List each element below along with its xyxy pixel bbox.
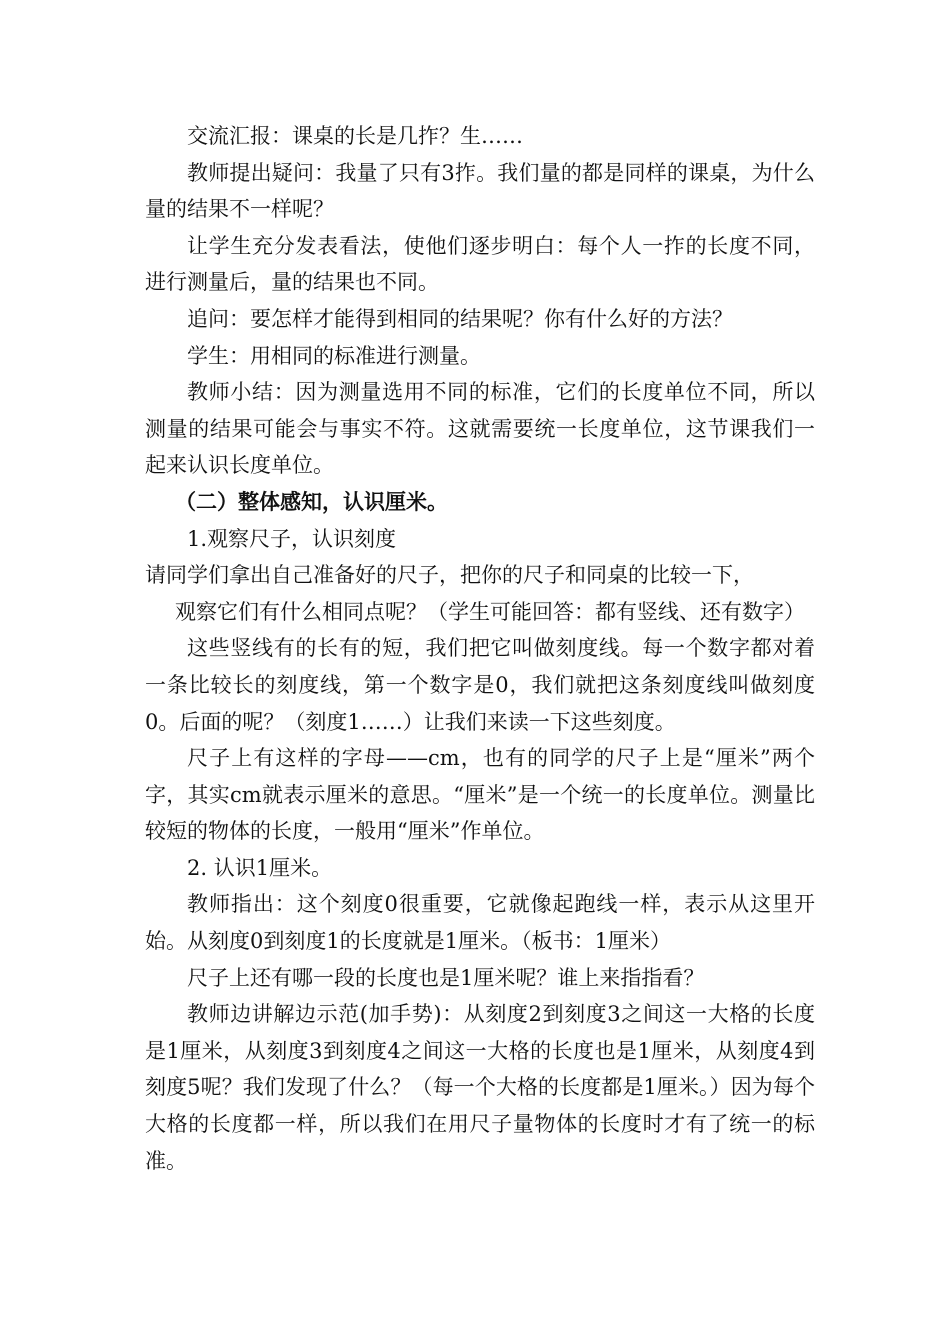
- paragraph-report: 交流汇报：课桌的长是几拃？生……: [187, 124, 523, 148]
- paragraph-demonstration: 教师边讲解边示范(加手势)：从刻度2到刻度3之间这一大格的长度是1厘米，从刻度3到刻度4之间这一大格的长度也是1厘米，从刻度4到刻度5呢？我们发现了什么？（每一个大格的长度都是1厘米。）因为每个大格的长度都一样，所以我们在用尺子量物体的长度时才有了统一的标准。: [145, 1002, 815, 1173]
- paragraph-zero-start: 教师指出：这个刻度0很重要，它就像起跑线一样，表示从这里开始。从刻度0到刻度1的长度就是1厘米。（板书：1厘米）: [145, 892, 815, 954]
- paragraph-teacher-summary: 教师小结：因为测量选用不同的标准，它们的长度单位不同，所以测量的结果可能会与事实不符。这就需要统一长度单位，这节课我们一起来认识长度单位。: [145, 380, 815, 478]
- paragraph-scale-lines: 这些竖线有的长有的短，我们把它叫做刻度线。每一个数字都对着一条比较长的刻度线，第一个数字是0，我们就把这条刻度线叫做刻度0。后面的呢？（刻度1……）让我们来读一下这些刻度。: [145, 636, 815, 734]
- section-heading: （二）整体感知，认识厘米。: [175, 488, 448, 514]
- paragraph-teacher-question: 教师提出疑问：我量了只有3拃。我们量的都是同样的课桌，为什么量的结果不一样呢？: [145, 160, 815, 222]
- paragraph-compare-rulers: 请同学们拿出自己准备好的尺子，把你的尺子和同桌的比较一下，: [145, 563, 754, 588]
- paragraph-common-features: 观察它们有什么相同点呢？（学生可能回答：都有竖线、还有数字）: [175, 599, 805, 624]
- paragraph-student-discussion: 让学生充分发表看法，使他们逐步明白：每个人一拃的长度不同，进行测量后，量的结果也不同。: [145, 233, 815, 295]
- paragraph-find-segment: 尺子上还有哪一段的长度也是1厘米呢？谁上来指指看？: [187, 965, 705, 990]
- subheading-one-cm: 2. 认识1厘米。: [187, 855, 333, 880]
- paragraph-cm-meaning: 尺子上有这样的字母——cm，也有的同学的尺子上是“厘米”两个字，其实cm就表示厘米的意思。“厘米”是一个统一的长度单位。测量比较短的物体的长度，一般用“厘米”作单位。: [145, 746, 815, 844]
- document-body: [145, 118, 815, 1179]
- paragraph-follow-up-question: 追问：要怎样才能得到相同的结果呢？你有什么好的方法？: [187, 306, 733, 331]
- paragraph-student-answer: 学生：用相同的标准进行测量。: [187, 343, 481, 368]
- subheading-observe-ruler: 1.观察尺子，认识刻度: [187, 526, 397, 551]
